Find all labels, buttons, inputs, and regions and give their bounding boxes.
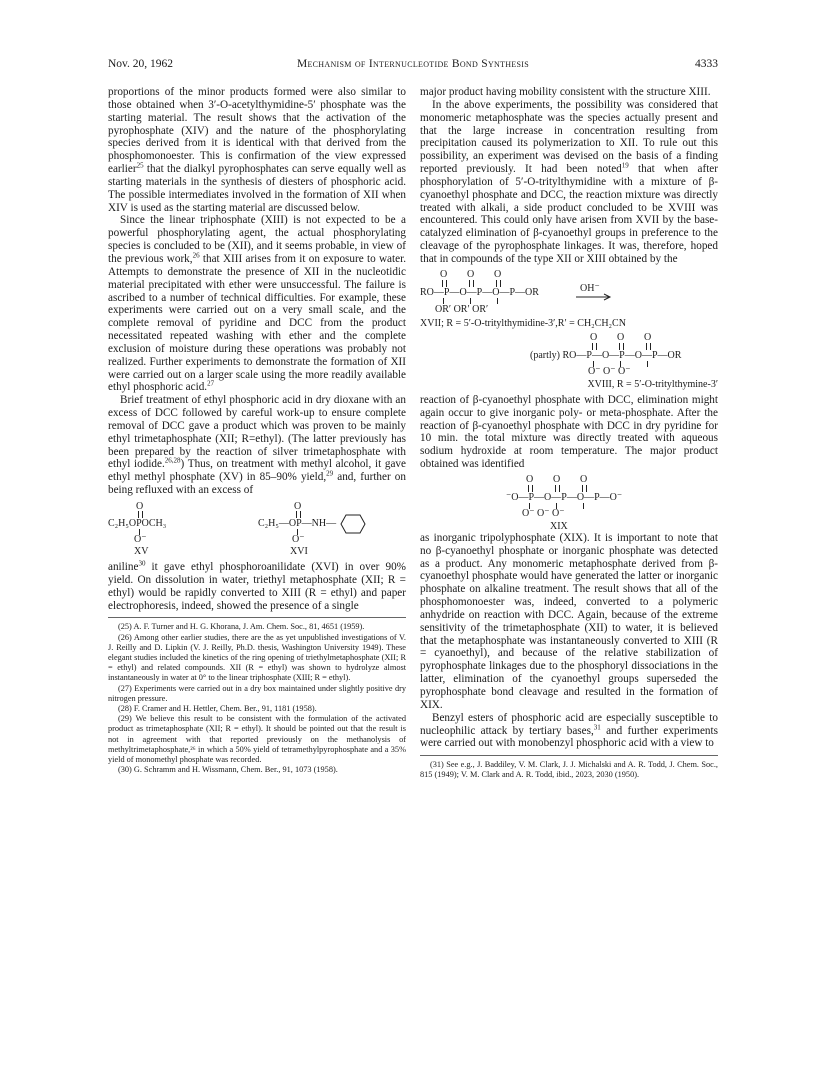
xviii-chain: (partly) RO—P—O—P—O—P—OR	[530, 349, 682, 361]
xviii-oxygen-2: O	[617, 331, 625, 343]
footnote-26: (26) Among other earlier studies, there are the as yet unpublished investigations of V. J. Reilly and D. Lipkin (V. J. Reilly, Ph.D. thesis, Washington University 1949). These elegant studies included the kinetics of the ring opening of triethylmetaphosphate (XII; R = ethyl) and related compounds. XII (R = ethyl) was shown to hydrolyze almost instantaneously in water at 0° to the linear triphosphate (XIII; R = ethyl).	[108, 632, 406, 683]
left-footnotes	[108, 622, 406, 775]
xv-double-bond	[138, 511, 143, 518]
xvi-oxygen-bottom: O⁻	[292, 534, 305, 545]
xvii-oxygen-1: O	[440, 268, 448, 280]
structure-xvii	[420, 269, 718, 317]
footnote-rule-right	[420, 755, 718, 756]
xviii-oxygen-3: O	[644, 331, 652, 343]
footnote-30: (30) G. Schramm and H. Wissmann, Chem. Ber., 91, 1073 (1958).	[118, 765, 338, 775]
xviii-double-bond-2	[619, 343, 624, 350]
left-paragraph-1: proportions of the minor products formed were also similar to those obtained when 3′-O-acetylthymidine-5′ phosphate was the starting material. The result shows that the activation of the pyrophosphate (XIV) and the nature of the phosphorylating species derived from it is identical with that derived from the phosphomonoester. This is confirmation of the view expressed earlier$^{25}$ that the dialkyl pyrophosphates can serve equally well as starting materials in the synthesis of diesters of phosphoric acid. The possible intermediates involved in the formation of XII when XIV is used as the starting material are discussed below.	[108, 86, 406, 214]
xvii-oxygen-3: O	[494, 268, 502, 280]
xvii-double-bond-3	[496, 280, 501, 287]
xvii-double-bond-1	[442, 280, 447, 287]
structures-xv-xvi	[108, 501, 406, 559]
left-paragraph-3: Brief treatment of ethyl phosphoric acid in dry dioxane with an excess of DCC followed by careful work-up to ensure complete removal of DCC gave a product which was proven to be mainly ethyl trimetaphosphate (XII; R=ethyl). (The latter previously has been prepared by the reaction of silver trimetaphosphate with ethyl iodide.$^{26,28}$) Thus, on treatment with methyl alcohol, it gave ethyl methyl phosphate (XV) in 85–90% yield,$^{29}$ and, further on being refluxed with an excess of	[108, 394, 406, 497]
xviii-double-bond-1	[592, 343, 597, 350]
left-paragraph-4: aniline$^{30}$ it gave ethyl phosphoroanilidate (XVI) in over 90% yield. On dissolution in water, triethyl metaphosphate (XII; R = ethyl) would be rapidly converted to XIII (R = ethyl) and paper electrophoresis, indeed, showed the presence of a single	[108, 559, 406, 612]
right-column	[420, 86, 718, 781]
xviii-caption: XVIII, R = 5′-O-tritylthymine-3′	[587, 378, 718, 390]
structure-xviii	[530, 332, 718, 378]
footnote-25: (25) A. F. Turner and H. G. Khorana, J. Am. Chem. Soc., 81, 4651 (1959).	[118, 622, 365, 632]
xix-oxygen-2: O	[553, 473, 561, 485]
left-paragraph-2: Since the linear triphosphate (XIII) is not expected to be a powerful phosphorylating agent, the actual phosphorylating species is concluded to be (XII), and it seems probable, in view of the previous work,$^{26}$ that XIII arises from it on exposure to water. Attempts to demonstrate the presence of XII in the nucleotidic material precipitated with ether were unsuccessful. The failure is ascribed to a number of technical difficulties. For example, these experiments were carried out on a very small scale, and the complete removal of pyridine and DCC from the product necessitated repeated washing with ether and the complete exclusion of moisture during these operations was probably not realized. Further experiments to demonstrate the formation of XII were carried out on a larger scale using the more readily available ethyl phosphoric acid.$^{27}$	[108, 214, 406, 394]
reaction-arrow-icon	[576, 293, 612, 301]
xvii-reagent: OH⁻	[580, 282, 600, 294]
page-number: 4333	[695, 58, 718, 70]
structure-xix	[506, 474, 718, 532]
footnote-28: (28) F. Cramer and H. Hettler, Chem. Ber., 91, 1181 (1958).	[118, 704, 317, 713]
right-paragraph-2: In the above experiments, the possibility was considered that monomeric metaphosphate was the species actually present and that the large increase in concentration resulting from precipitation caused its polymerization to XII. To rule out this possibility, an experiment was devised on the basis of a finding reported previously. It had been noted$^{19}$ that when after phosphorylation of 5′-O-tritylthymidine with a mixture of β-cyanoethyl phosphate and DCC, the reaction mixture was directly treated with alkali, a side product concluded to be XVIII was encountered. This could only have arisen from XVII by the base-catalyzed elimination of β-cyanoethyl groups in preference to the cleavage of the pyrophosphate linkages. It was, therefore, hoped that in compounds of the type XII or XIII obtained by the	[420, 98, 718, 265]
xvii-double-bond-2	[469, 280, 474, 287]
xix-oxygen-1: O	[526, 473, 534, 485]
footnote-27: (27) Experiments were carried out in a dry box maintained under slightly positive dry nitrogen pressure.	[108, 683, 406, 703]
xix-double-bond-1	[528, 485, 533, 492]
header-title: Mechanism of Internucleotide Bond Synthesis	[296, 58, 530, 70]
xvii-substituents: OR′ OR′ OR′	[435, 303, 489, 315]
xv-oxygen-bottom: O⁻	[134, 534, 147, 545]
footnote-29: (29) We believe this result to be consistent with the formulation of the activated product as trimetaphosphate (XII; R = ethyl). It should be pointed out that the result is not in agreement with that reported previously on the methanolysis of methyltrimetaphosphate,²⁶ in which a 50% yield of tetramethylpyrophosphate and a 35% yield of monomethyl phosphate was recorded.	[108, 714, 406, 765]
xix-single-bond-3	[583, 503, 584, 509]
xvi-oxygen-top: O	[294, 501, 302, 512]
running-header	[108, 58, 718, 74]
right-paragraph-1: major product having mobility consistent with the structure XIII.	[420, 86, 711, 98]
right-footnotes	[420, 760, 718, 780]
right-paragraph-5: Benzyl esters of phosphoric acid are especially susceptible to nucleophilic attack by tertiary bases,$^{31}$ and further experiments were carried out with monobenzyl phosphoric acid with a view to	[420, 711, 718, 750]
xvii-oxygen-2: O	[467, 268, 475, 280]
right-paragraph-4: as inorganic tripolyphosphate (XIX). It is important to note that no β-cyanoethyl phosphate or inorganic phosphate was detected as a product. Any monomeric metaphosphate derived from β-cyanoethyl phosphate would have generated the latter or inorganic phosphate on alkaline treatment. The result shows that all of the phosphomonoester was, indeed, converted to a polymeric anhydride on reaction with DCC. Again, because of the extreme sensitivity of the trimetaphosphate (XII) to water, it is believed that the metaphosphate was instantaneously converted to XIII (R = cyanoethyl), and because of the relative stabilization of pyrophosphate linkages due to the phosphoryl dissociations in the latter, elimination of the cyanoethyl groups superseded the pyrophosphate bond cleavage and resulted in the formation of XIX.	[420, 531, 718, 711]
phenyl-ring-icon	[340, 513, 366, 535]
xix-chain: ⁻O—P—O—P—O—P—O⁻	[506, 491, 623, 503]
xix-caption: XIX	[550, 520, 568, 532]
xvi-formula: C₂H₅—OP—NH—	[258, 518, 337, 529]
header-date: Nov. 20, 1962	[108, 58, 174, 70]
xviii-double-bond-3	[646, 343, 651, 350]
xix-oxygen-3: O	[580, 473, 588, 485]
xix-double-bond-2	[555, 485, 560, 492]
left-column	[108, 86, 406, 775]
footnote-rule-left	[108, 617, 406, 618]
xviii-oxygen-1: O	[590, 331, 598, 343]
right-paragraph-3: reaction of β-cyanoethyl phosphate with DCC, elimination might again occur to give inorganic poly- or meta-phosphate. After the reaction of β-cyanoethyl phosphate with DCC in dry pyridine for 10 min. the total mixture was directly treated with aqueous sodium hydroxide at room temperature. The major product obtained was identified	[420, 393, 718, 471]
xvi-label: XVI	[290, 546, 308, 557]
xvii-single-bond-3	[497, 298, 498, 304]
xviii-substituents: O⁻ O⁻ O⁻	[588, 365, 631, 377]
xix-double-bond-3	[582, 485, 587, 492]
xvii-chain: RO—P—O—P—O—P—OR	[420, 286, 539, 298]
footnote-31: (31) See e.g., J. Baddiley, V. M. Clark, J. J. Michalski and A. R. Todd, J. Chem. Soc., 815 (1949); V. M. Clark and A. R. Todd, ibid., 2023, 2030 (1950).	[420, 760, 718, 780]
xv-oxygen-top: O	[136, 501, 144, 512]
xvi-double-bond	[296, 511, 301, 518]
xvii-caption: XVII; R = 5′-O-tritylthymidine-3′,R′ = CH₂CH₂CN	[420, 317, 626, 329]
xv-formula: C₂H₅OPOCH₃	[108, 518, 167, 529]
xix-substituents: O⁻ O⁻ O⁻	[522, 507, 565, 519]
xviii-single-bond-3	[647, 361, 648, 367]
xv-label: XV	[134, 546, 149, 557]
